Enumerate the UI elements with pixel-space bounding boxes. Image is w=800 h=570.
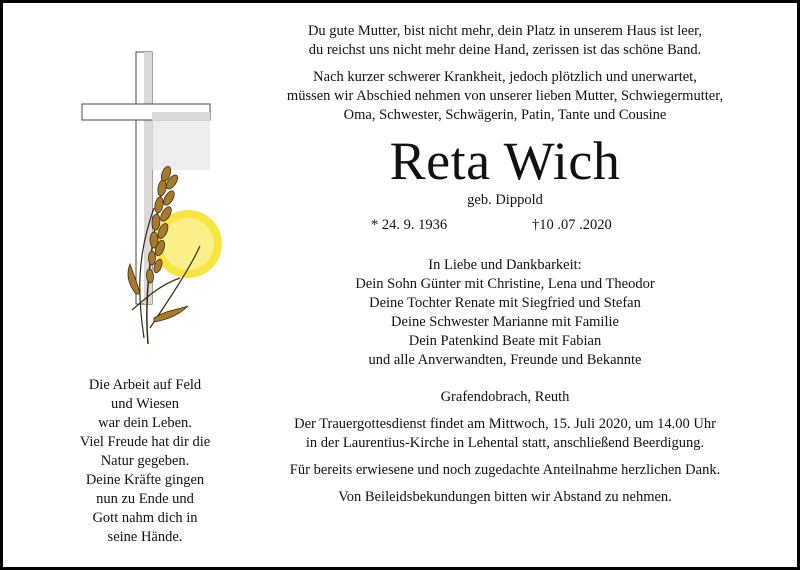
relatives-line: Deine Tochter Renate mit Siegfried und Stefan [369, 295, 641, 311]
left-poem-line: Die Arbeit auf Feld [88, 377, 202, 393]
top-poem-line: Du gute Mutter, bist nicht mehr, dein Platz in unserem Haus ist leer, [307, 23, 703, 39]
top-poem [240, 22, 770, 60]
left-poem-line: Viel Freude hat dir die [79, 434, 211, 450]
life-dates [240, 216, 770, 240]
relatives-line: Dein Patenkind Beate mit Fabian [408, 333, 602, 349]
relatives-line: Dein Sohn Günter mit Christine, Lena und Theodor [355, 276, 655, 292]
left-poem-line: nun zu Ende und [96, 491, 194, 507]
left-poem-line: Gott nahm dich in [92, 510, 198, 526]
thanks-text: Für bereits erwiesene und noch zugedachte Anteilnahme herzlichen Dank. [289, 462, 721, 478]
top-poem-line: du reichst uns nicht mehr deine Hand, zerissen ist das schöne Band. [308, 42, 702, 58]
condolence-request: Von Beileidsbekundungen bitten wir Abstand zu nehmen. [338, 489, 672, 505]
left-poem [40, 376, 250, 547]
relatives-line: In Liebe und Dankbarkeit: [428, 257, 582, 273]
left-poem-line: Deine Kräfte gingen [85, 472, 205, 488]
cross-wheat-illustration [70, 48, 230, 348]
maiden-name: geb. Dippold [467, 192, 543, 208]
funeral-info [240, 415, 770, 453]
intro-line: müssen wir Abschied nehmen von unserer lieben Mutter, Schwiegermutter, [286, 88, 724, 104]
funeral-line: in der Laurentius-Kirche in Lehental statt, anschließend Beerdigung. [305, 435, 705, 451]
left-poem-line: war dein Leben. [98, 415, 192, 431]
relatives-line: und alle Anverwandten, Freunde und Bekannte [368, 352, 642, 368]
funeral-line: Der Trauergottesdienst findet am Mittwoch, 15. Juli 2020, um 14.00 Uhr [294, 416, 716, 432]
relatives-line: Deine Schwester Marianne mit Familie [391, 314, 619, 330]
main-text [240, 22, 770, 507]
deceased-name: Reta Wich [389, 131, 621, 191]
death-date: †10 .07 .2020 [532, 217, 612, 233]
place-names: Grafendobrach, Reuth [440, 389, 570, 405]
intro-line: Nach kurzer schwerer Krankheit, jedoch plötzlich und unerwartet, [313, 69, 697, 85]
birth-date: * 24. 9. 1936 [371, 217, 448, 233]
intro-line: Oma, Schwester, Schwägerin, Patin, Tante und Cousine [343, 107, 667, 123]
left-poem-line: Natur gegeben. [100, 453, 190, 469]
intro-text [240, 68, 770, 125]
left-poem-line: und Wiesen [110, 396, 179, 412]
left-poem-line: seine Hände. [107, 529, 183, 545]
relatives-list [240, 256, 770, 370]
